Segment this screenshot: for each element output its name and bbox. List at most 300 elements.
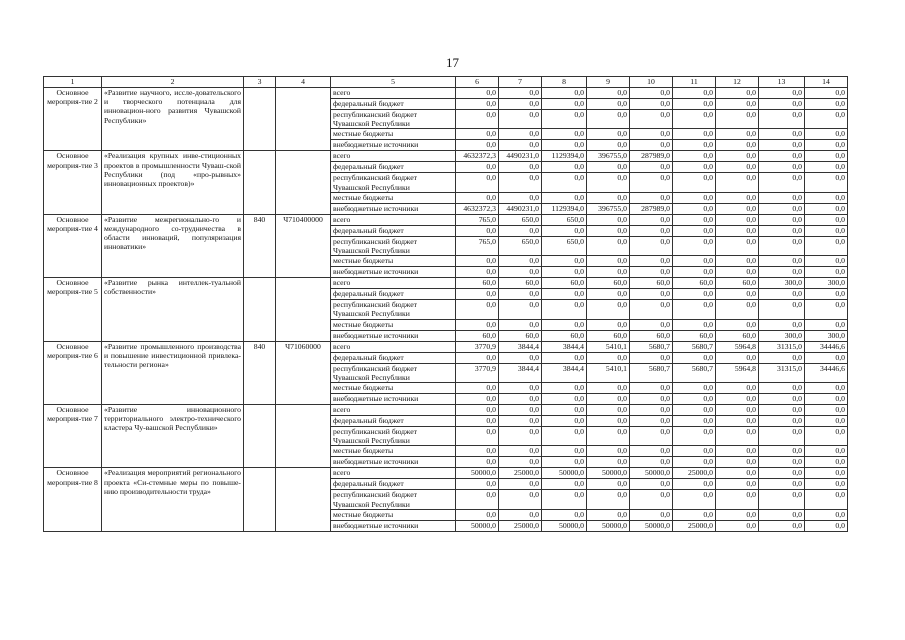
value-cell: 0,0 — [630, 173, 673, 192]
value-cell: 0,0 — [587, 405, 630, 416]
value-cell: 0,0 — [716, 173, 759, 192]
value-cell: 0,0 — [716, 383, 759, 394]
column-number-1: 1 — [44, 77, 102, 88]
value-cell: 0,0 — [759, 352, 805, 363]
measure-title: «Развитие научного, иссле-довательского и творческого потенциала для инновацион-ного развития Чувашской Республики» — [102, 88, 244, 151]
value-cell: 0,0 — [716, 225, 759, 236]
value-cell: 0,0 — [759, 319, 805, 330]
value-cell: 4490231,0 — [499, 151, 542, 162]
value-cell: 0,0 — [805, 110, 848, 129]
value-cell: 0,0 — [499, 162, 542, 173]
value-cell: 0,0 — [630, 490, 673, 509]
column-number-14: 14 — [805, 77, 848, 88]
value-cell: 0,0 — [587, 110, 630, 129]
value-cell: 4632372,3 — [456, 203, 499, 214]
value-cell: 0,0 — [456, 173, 499, 192]
value-cell: 60,0 — [542, 278, 587, 289]
measure-name: Основное мероприя-тие 6 — [44, 341, 102, 404]
value-cell: 0,0 — [456, 110, 499, 129]
value-cell: 0,0 — [805, 88, 848, 99]
value-cell: 0,0 — [456, 490, 499, 509]
value-cell: 0,0 — [759, 110, 805, 129]
value-cell: 0,0 — [630, 319, 673, 330]
value-cell: 50000,0 — [587, 468, 630, 479]
value-cell: 60,0 — [630, 278, 673, 289]
column-number-4: 4 — [276, 77, 331, 88]
funding-source: республиканский бюджет Чувашской Республики — [331, 490, 456, 509]
value-cell: 0,0 — [542, 479, 587, 490]
value-cell: 0,0 — [630, 256, 673, 267]
value-cell: 765,0 — [456, 214, 499, 225]
funding-source: внебюджетные источники — [331, 140, 456, 151]
value-cell: 0,0 — [630, 99, 673, 110]
value-cell: 0,0 — [759, 520, 805, 531]
value-cell: 0,0 — [587, 99, 630, 110]
value-cell: 0,0 — [716, 457, 759, 468]
value-cell: 0,0 — [456, 267, 499, 278]
value-cell: 60,0 — [456, 330, 499, 341]
value-cell: 0,0 — [805, 192, 848, 203]
value-cell: 0,0 — [499, 352, 542, 363]
value-cell: 0,0 — [716, 446, 759, 457]
value-cell: 0,0 — [673, 192, 716, 203]
value-cell: 60,0 — [499, 278, 542, 289]
funding-source: республиканский бюджет Чувашской Республики — [331, 173, 456, 192]
value-cell: 0,0 — [673, 383, 716, 394]
value-cell: 650,0 — [499, 236, 542, 255]
funding-table — [43, 76, 848, 532]
value-cell: 650,0 — [542, 236, 587, 255]
value-cell: 0,0 — [716, 468, 759, 479]
value-cell: 50000,0 — [587, 520, 630, 531]
value-cell: 0,0 — [456, 457, 499, 468]
value-cell: 0,0 — [805, 267, 848, 278]
measure-name: Основное мероприя-тие 4 — [44, 214, 102, 277]
funding-source: внебюджетные источники — [331, 203, 456, 214]
value-cell: 0,0 — [673, 99, 716, 110]
value-cell: 3844,4 — [499, 363, 542, 382]
value-cell: 0,0 — [456, 300, 499, 319]
value-cell: 0,0 — [759, 140, 805, 151]
value-cell: 0,0 — [673, 225, 716, 236]
value-cell: 0,0 — [587, 383, 630, 394]
value-cell: 0,0 — [759, 446, 805, 457]
value-cell: 0,0 — [716, 289, 759, 300]
value-cell: 287989,0 — [630, 203, 673, 214]
value-cell: 0,0 — [805, 256, 848, 267]
value-cell: 60,0 — [499, 330, 542, 341]
value-cell: 0,0 — [716, 267, 759, 278]
value-cell: 0,0 — [805, 468, 848, 479]
value-cell: 0,0 — [542, 394, 587, 405]
value-cell: 0,0 — [673, 416, 716, 427]
value-cell: 0,0 — [805, 352, 848, 363]
value-cell: 0,0 — [716, 520, 759, 531]
value-cell: 60,0 — [456, 278, 499, 289]
value-cell: 50000,0 — [456, 468, 499, 479]
value-cell: 0,0 — [716, 416, 759, 427]
funding-source: местные бюджеты — [331, 192, 456, 203]
value-cell: 0,0 — [542, 300, 587, 319]
value-cell: 0,0 — [759, 129, 805, 140]
value-cell: 0,0 — [630, 129, 673, 140]
value-cell: 396755,0 — [587, 151, 630, 162]
value-cell: 3844,4 — [499, 341, 542, 352]
measure-name: Основное мероприя-тие 5 — [44, 278, 102, 341]
value-cell: 0,0 — [587, 192, 630, 203]
value-cell: 0,0 — [716, 214, 759, 225]
measure-kcsr-code — [276, 151, 331, 214]
column-number-11: 11 — [673, 77, 716, 88]
funding-source: местные бюджеты — [331, 319, 456, 330]
table-row — [44, 214, 848, 225]
value-cell: 0,0 — [759, 267, 805, 278]
value-cell: 0,0 — [499, 446, 542, 457]
value-cell: 0,0 — [759, 509, 805, 520]
value-cell: 0,0 — [630, 394, 673, 405]
value-cell: 0,0 — [805, 446, 848, 457]
value-cell: 0,0 — [456, 405, 499, 416]
value-cell: 0,0 — [542, 99, 587, 110]
table-body — [44, 88, 848, 532]
value-cell: 0,0 — [759, 256, 805, 267]
value-cell: 0,0 — [759, 289, 805, 300]
value-cell: 0,0 — [542, 490, 587, 509]
value-cell: 0,0 — [805, 479, 848, 490]
table-row — [44, 278, 848, 289]
value-cell: 0,0 — [805, 509, 848, 520]
page-number: 17 — [446, 55, 459, 70]
funding-source: республиканский бюджет Чувашской Республики — [331, 110, 456, 129]
value-cell: 0,0 — [673, 256, 716, 267]
value-cell: 4632372,3 — [456, 151, 499, 162]
value-cell: 0,0 — [499, 394, 542, 405]
value-cell: 0,0 — [759, 214, 805, 225]
funding-source: федеральный бюджет — [331, 416, 456, 427]
value-cell: 0,0 — [716, 110, 759, 129]
value-cell: 0,0 — [759, 383, 805, 394]
table-row — [44, 88, 848, 99]
value-cell: 0,0 — [759, 225, 805, 236]
value-cell: 0,0 — [542, 405, 587, 416]
table-row — [44, 468, 848, 479]
value-cell: 0,0 — [542, 509, 587, 520]
value-cell: 5410,1 — [587, 363, 630, 382]
funding-source: республиканский бюджет Чувашской Республики — [331, 236, 456, 255]
funding-source: внебюджетные источники — [331, 394, 456, 405]
value-cell: 300,0 — [805, 330, 848, 341]
value-cell: 0,0 — [456, 192, 499, 203]
value-cell: 0,0 — [805, 457, 848, 468]
value-cell: 0,0 — [499, 319, 542, 330]
value-cell: 0,0 — [587, 457, 630, 468]
value-cell: 0,0 — [456, 394, 499, 405]
value-cell: 0,0 — [499, 99, 542, 110]
table-row — [44, 151, 848, 162]
value-cell: 0,0 — [673, 151, 716, 162]
value-cell: 0,0 — [587, 140, 630, 151]
value-cell: 0,0 — [630, 352, 673, 363]
measure-grbs-code — [244, 88, 276, 151]
value-cell: 5964,8 — [716, 341, 759, 352]
value-cell: 0,0 — [587, 416, 630, 427]
value-cell: 0,0 — [499, 140, 542, 151]
value-cell: 0,0 — [673, 289, 716, 300]
value-cell: 0,0 — [456, 225, 499, 236]
value-cell: 0,0 — [716, 236, 759, 255]
value-cell: 0,0 — [716, 256, 759, 267]
value-cell: 0,0 — [456, 99, 499, 110]
value-cell: 3844,4 — [542, 341, 587, 352]
value-cell: 0,0 — [630, 405, 673, 416]
value-cell: 0,0 — [759, 88, 805, 99]
value-cell: 0,0 — [805, 289, 848, 300]
value-cell: 0,0 — [499, 457, 542, 468]
value-cell: 0,0 — [456, 289, 499, 300]
column-number-2: 2 — [102, 77, 244, 88]
value-cell: 650,0 — [499, 214, 542, 225]
value-cell: 5680,7 — [673, 341, 716, 352]
value-cell: 50000,0 — [542, 520, 587, 531]
funding-source: внебюджетные источники — [331, 267, 456, 278]
measure-kcsr-code: Ч71060000 — [276, 341, 331, 404]
funding-source: всего — [331, 151, 456, 162]
value-cell: 0,0 — [716, 300, 759, 319]
value-cell: 0,0 — [542, 140, 587, 151]
funding-source: местные бюджеты — [331, 509, 456, 520]
value-cell: 0,0 — [805, 129, 848, 140]
measure-grbs-code: 840 — [244, 341, 276, 404]
funding-source: федеральный бюджет — [331, 99, 456, 110]
value-cell: 0,0 — [759, 457, 805, 468]
value-cell: 0,0 — [587, 214, 630, 225]
value-cell: 0,0 — [673, 173, 716, 192]
column-number-5: 5 — [331, 77, 456, 88]
value-cell: 0,0 — [587, 394, 630, 405]
value-cell: 3844,4 — [542, 363, 587, 382]
value-cell: 0,0 — [542, 88, 587, 99]
value-cell: 0,0 — [456, 479, 499, 490]
value-cell: 0,0 — [456, 319, 499, 330]
value-cell: 0,0 — [759, 427, 805, 446]
value-cell: 0,0 — [499, 289, 542, 300]
value-cell: 0,0 — [499, 110, 542, 129]
value-cell: 650,0 — [542, 214, 587, 225]
value-cell: 0,0 — [542, 162, 587, 173]
value-cell: 5410,1 — [587, 341, 630, 352]
value-cell: 0,0 — [716, 88, 759, 99]
value-cell: 0,0 — [805, 99, 848, 110]
value-cell: 0,0 — [805, 151, 848, 162]
funding-source: республиканский бюджет Чувашской Республики — [331, 427, 456, 446]
value-cell: 0,0 — [499, 192, 542, 203]
funding-source: федеральный бюджет — [331, 162, 456, 173]
value-cell: 0,0 — [805, 173, 848, 192]
value-cell: 60,0 — [716, 278, 759, 289]
value-cell: 0,0 — [673, 162, 716, 173]
value-cell: 0,0 — [630, 479, 673, 490]
value-cell: 0,0 — [499, 300, 542, 319]
measure-kcsr-code — [276, 278, 331, 341]
value-cell: 0,0 — [805, 319, 848, 330]
value-cell: 0,0 — [630, 509, 673, 520]
value-cell: 0,0 — [499, 490, 542, 509]
value-cell: 0,0 — [673, 236, 716, 255]
value-cell: 5964,8 — [716, 363, 759, 382]
value-cell: 0,0 — [673, 479, 716, 490]
value-cell: 0,0 — [673, 214, 716, 225]
value-cell: 50000,0 — [456, 520, 499, 531]
value-cell: 0,0 — [587, 479, 630, 490]
value-cell: 0,0 — [673, 203, 716, 214]
value-cell: 0,0 — [542, 416, 587, 427]
value-cell: 0,0 — [587, 446, 630, 457]
value-cell: 0,0 — [499, 405, 542, 416]
funding-source: всего — [331, 341, 456, 352]
value-cell: 0,0 — [630, 88, 673, 99]
value-cell: 25000,0 — [673, 468, 716, 479]
value-cell: 0,0 — [587, 300, 630, 319]
value-cell: 60,0 — [716, 330, 759, 341]
funding-source: федеральный бюджет — [331, 352, 456, 363]
value-cell: 0,0 — [673, 352, 716, 363]
value-cell: 0,0 — [630, 110, 673, 129]
measure-grbs-code: 840 — [244, 214, 276, 277]
value-cell: 0,0 — [456, 427, 499, 446]
measure-grbs-code — [244, 151, 276, 214]
column-number-10: 10 — [630, 77, 673, 88]
value-cell: 0,0 — [759, 203, 805, 214]
value-cell: 0,0 — [499, 383, 542, 394]
value-cell: 0,0 — [630, 267, 673, 278]
column-number-row — [44, 77, 848, 88]
value-cell: 1129394,0 — [542, 203, 587, 214]
value-cell: 4490231,0 — [499, 203, 542, 214]
value-cell: 0,0 — [630, 214, 673, 225]
value-cell: 0,0 — [673, 509, 716, 520]
column-number-7: 7 — [499, 77, 542, 88]
value-cell: 0,0 — [456, 162, 499, 173]
value-cell: 287989,0 — [630, 151, 673, 162]
funding-source: местные бюджеты — [331, 446, 456, 457]
value-cell: 0,0 — [805, 520, 848, 531]
value-cell: 0,0 — [759, 394, 805, 405]
funding-source: всего — [331, 405, 456, 416]
value-cell: 0,0 — [716, 151, 759, 162]
value-cell: 765,0 — [456, 236, 499, 255]
value-cell: 0,0 — [542, 267, 587, 278]
measure-title: «Реализация мероприятий регионального проекта «Си-стемные меры по повыше-нию производительности труда» — [102, 468, 244, 531]
value-cell: 0,0 — [759, 300, 805, 319]
measure-title: «Развитие рынка интеллек-туальной собственности» — [102, 278, 244, 341]
value-cell: 31315,0 — [759, 341, 805, 352]
value-cell: 3770,9 — [456, 341, 499, 352]
value-cell: 0,0 — [499, 509, 542, 520]
value-cell: 25000,0 — [499, 520, 542, 531]
value-cell: 0,0 — [716, 319, 759, 330]
value-cell: 0,0 — [587, 173, 630, 192]
value-cell: 0,0 — [716, 162, 759, 173]
value-cell: 0,0 — [499, 427, 542, 446]
value-cell: 0,0 — [716, 394, 759, 405]
value-cell: 0,0 — [499, 256, 542, 267]
measure-kcsr-code — [276, 468, 331, 531]
value-cell: 0,0 — [542, 110, 587, 129]
measure-grbs-code — [244, 405, 276, 468]
value-cell: 0,0 — [759, 151, 805, 162]
value-cell: 0,0 — [805, 490, 848, 509]
funding-source: всего — [331, 468, 456, 479]
column-number-13: 13 — [759, 77, 805, 88]
column-number-9: 9 — [587, 77, 630, 88]
value-cell: 0,0 — [542, 225, 587, 236]
value-cell: 0,0 — [805, 214, 848, 225]
funding-source: республиканский бюджет Чувашской Республики — [331, 300, 456, 319]
funding-source: всего — [331, 88, 456, 99]
value-cell: 0,0 — [630, 289, 673, 300]
value-cell: 0,0 — [805, 383, 848, 394]
value-cell: 0,0 — [542, 319, 587, 330]
value-cell: 0,0 — [630, 225, 673, 236]
value-cell: 0,0 — [673, 490, 716, 509]
value-cell: 5680,7 — [673, 363, 716, 382]
value-cell: 0,0 — [456, 352, 499, 363]
value-cell: 0,0 — [759, 490, 805, 509]
value-cell: 0,0 — [673, 457, 716, 468]
measure-name: Основное мероприя-тие 2 — [44, 88, 102, 151]
value-cell: 0,0 — [456, 140, 499, 151]
value-cell: 0,0 — [499, 225, 542, 236]
value-cell: 0,0 — [587, 427, 630, 446]
funding-source: местные бюджеты — [331, 256, 456, 267]
value-cell: 0,0 — [542, 192, 587, 203]
value-cell: 0,0 — [587, 509, 630, 520]
funding-source: федеральный бюджет — [331, 289, 456, 300]
value-cell: 0,0 — [542, 457, 587, 468]
funding-source: внебюджетные источники — [331, 520, 456, 531]
value-cell: 0,0 — [587, 88, 630, 99]
value-cell: 0,0 — [805, 140, 848, 151]
column-number-3: 3 — [244, 77, 276, 88]
value-cell: 0,0 — [805, 394, 848, 405]
funding-source: федеральный бюджет — [331, 479, 456, 490]
funding-source: всего — [331, 214, 456, 225]
table-row — [44, 405, 848, 416]
value-cell: 0,0 — [456, 416, 499, 427]
value-cell: 300,0 — [759, 330, 805, 341]
value-cell: 0,0 — [759, 236, 805, 255]
value-cell: 0,0 — [499, 479, 542, 490]
value-cell: 0,0 — [759, 99, 805, 110]
value-cell: 0,0 — [587, 289, 630, 300]
measure-title: «Развитие межрегионально-го и международного со-трудничества в области инноваций, популяризация инноватики» — [102, 214, 244, 277]
value-cell: 300,0 — [805, 278, 848, 289]
value-cell: 0,0 — [499, 416, 542, 427]
value-cell: 0,0 — [587, 319, 630, 330]
measure-kcsr-code: Ч710400000 — [276, 214, 331, 277]
value-cell: 5680,7 — [630, 363, 673, 382]
value-cell: 0,0 — [587, 267, 630, 278]
measure-name: Основное мероприя-тие 3 — [44, 151, 102, 214]
value-cell: 0,0 — [673, 394, 716, 405]
value-cell: 0,0 — [587, 256, 630, 267]
value-cell: 60,0 — [673, 278, 716, 289]
value-cell: 0,0 — [630, 140, 673, 151]
value-cell: 0,0 — [456, 256, 499, 267]
value-cell: 0,0 — [542, 256, 587, 267]
value-cell: 0,0 — [499, 129, 542, 140]
value-cell: 0,0 — [673, 405, 716, 416]
